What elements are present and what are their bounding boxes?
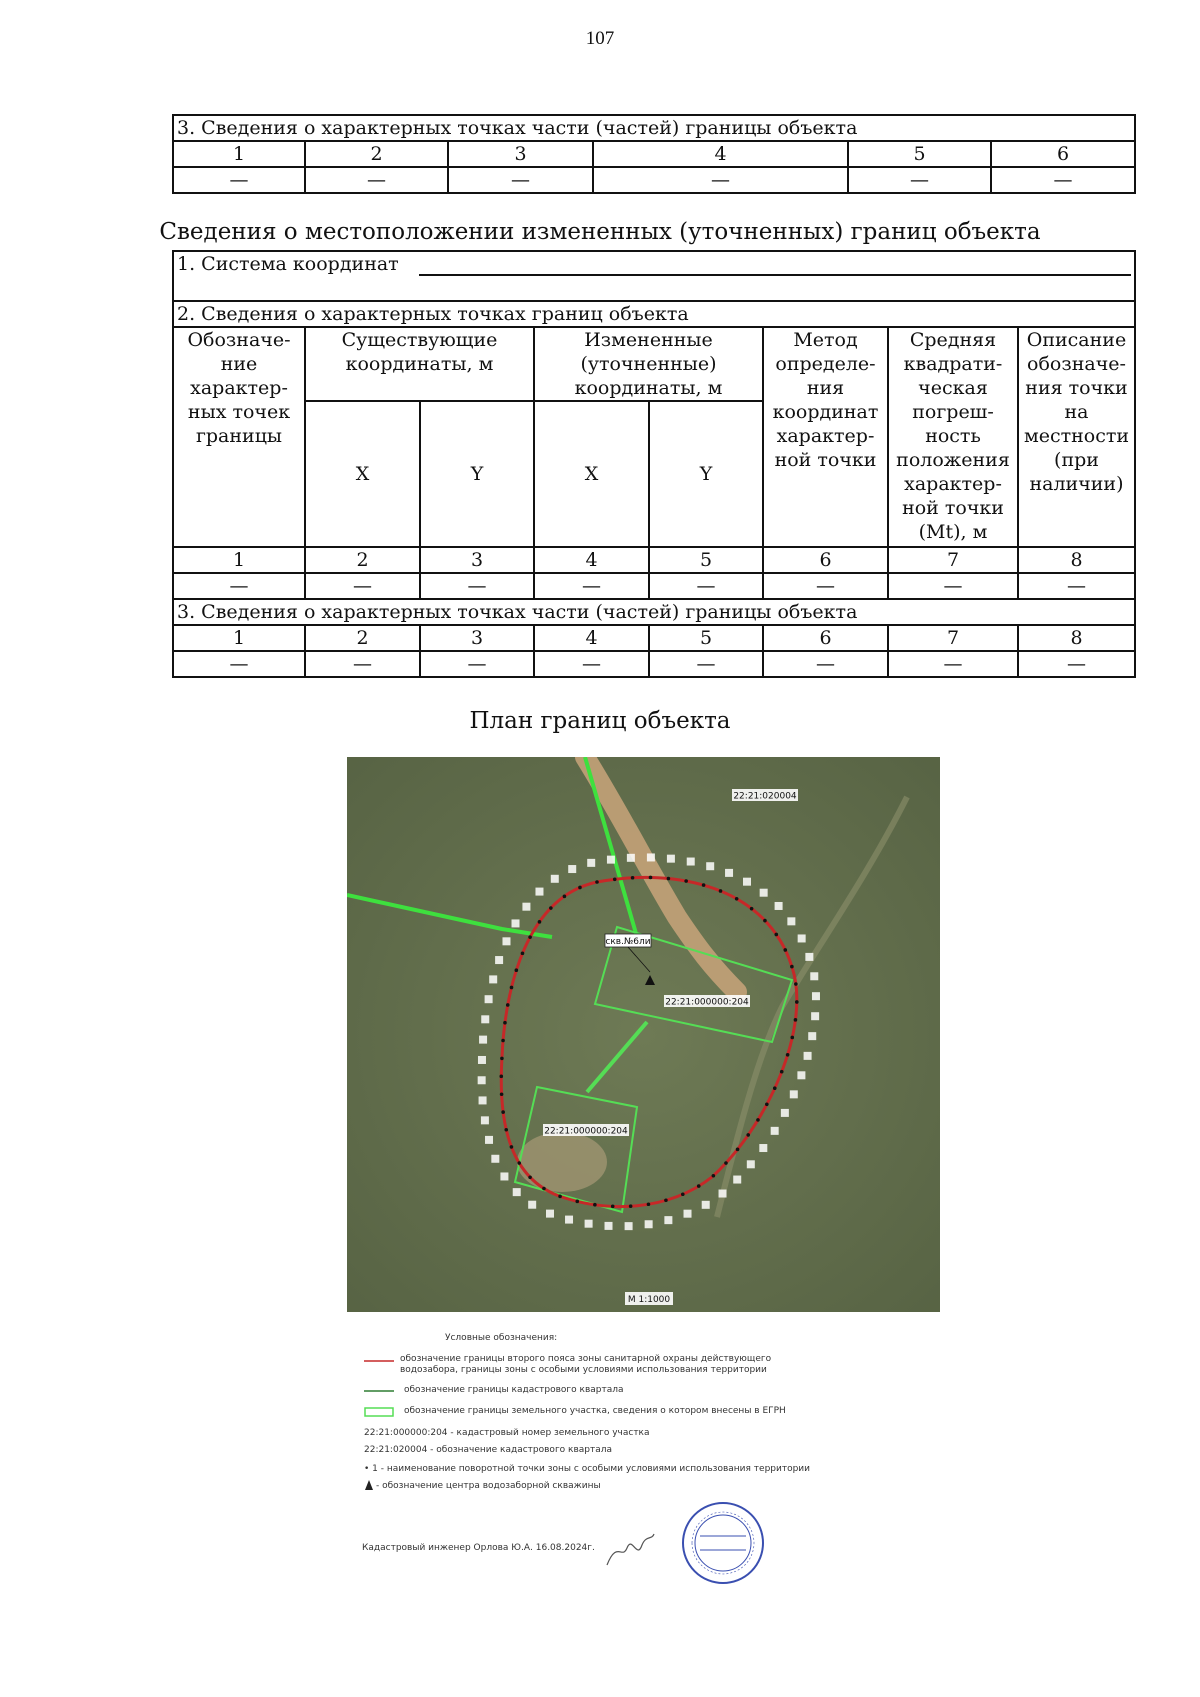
table-cell: — [991, 167, 1135, 193]
legend-zone-text: обозначение границы второго пояса зоны санитарной охраны действующего водозабора, границы зоны с особыми условиями использования территории [400, 1354, 772, 1375]
point-number-tag [687, 858, 695, 866]
point-number-tag [805, 953, 813, 961]
turning-point [593, 1203, 597, 1207]
col-number: 5 [649, 547, 763, 573]
col-number: 6 [991, 141, 1135, 167]
engineer-signature-line: Кадастровый инженер Орлова Ю.А. 16.08.2024г. [362, 1543, 595, 1553]
turning-point [774, 933, 778, 937]
col-number: 8 [1018, 547, 1135, 573]
col-number: 7 [888, 547, 1018, 573]
table-cell: — [888, 573, 1018, 599]
point-number-tag [790, 1090, 798, 1098]
col-number: 1 [173, 141, 305, 167]
official-seal [680, 1500, 766, 1586]
turning-point [528, 935, 532, 939]
table-cell: — [448, 167, 593, 193]
table-cell: — [888, 651, 1018, 677]
point-number-tag [481, 1015, 489, 1023]
turning-point [499, 1075, 503, 1079]
table-cell: — [534, 651, 649, 677]
table-cell: — [649, 573, 763, 599]
well-icon [364, 1479, 374, 1491]
point-number-tag [479, 1036, 487, 1044]
point-number-tag [747, 1160, 755, 1168]
point-number-tag [478, 1056, 486, 1064]
plan-heading: План границ объекта [469, 708, 731, 734]
turning-point [756, 1118, 760, 1122]
turning-point [501, 1110, 505, 1114]
point-number-tag [775, 902, 783, 910]
legend-quarter-text: обозначение границы кадастрового квартала [404, 1385, 624, 1395]
turning-point [736, 1148, 740, 1152]
col-number: 5 [649, 625, 763, 651]
parcel-label-upper: 22:21:000000:204 [665, 997, 749, 1008]
col-number: 4 [593, 141, 848, 167]
legend-point-text: • 1 - наименование поворотной точки зоны с особыми условиями использования территории [364, 1464, 811, 1474]
point-number-tag [485, 995, 493, 1003]
page-number: 107 [585, 28, 615, 49]
table-cell: — [763, 573, 888, 599]
point-number-tag [502, 937, 510, 945]
point-number-tag [797, 1071, 805, 1079]
legend-cadnum-text: 22:21:000000:204 - кадастровый номер земельного участка [364, 1428, 650, 1438]
turning-point [575, 1200, 579, 1204]
col-number: 4 [534, 547, 649, 573]
point-number-tag [811, 1012, 819, 1020]
point-number-tag [551, 875, 559, 883]
table-cell: — [305, 573, 420, 599]
turning-point [795, 1000, 799, 1004]
col-number: 2 [305, 625, 420, 651]
turning-point [503, 1021, 507, 1025]
point-number-tag [479, 1096, 487, 1104]
section3-title: 3. Сведения о характерных точках части (частей) границы объекта [173, 599, 1135, 625]
scale-label: М 1:1000 [627, 1295, 671, 1305]
header-y-changed: Y [649, 401, 763, 547]
section1-title: 1. Система координат [177, 253, 399, 275]
boundary-plan-map [347, 757, 940, 1312]
turning-point [765, 1102, 769, 1106]
turning-point [515, 968, 519, 972]
point-number-tag [706, 862, 714, 870]
header-existing: Существующие координаты, м [305, 327, 534, 401]
turning-point [667, 877, 671, 881]
turning-point [595, 880, 599, 884]
point-number-tag [684, 1210, 692, 1218]
col-number: 2 [305, 141, 448, 167]
turning-point [735, 897, 739, 901]
turning-point [647, 1202, 651, 1206]
turning-point [712, 1174, 716, 1178]
point-number-tag [607, 856, 615, 864]
table-cell: — [305, 651, 420, 677]
turning-point [794, 1018, 798, 1022]
turning-point [538, 920, 542, 924]
coord-system-line [419, 254, 1131, 276]
point-number-tag [605, 1222, 613, 1230]
col-number: 3 [448, 141, 593, 167]
changed-bounds-table [172, 250, 1136, 678]
turning-point [504, 1128, 508, 1132]
header-description: Описание обозначе-ния точки на местности (при наличии) [1018, 327, 1135, 547]
point-number-tag [513, 1188, 521, 1196]
point-number-tag [500, 1172, 508, 1180]
col-number: 8 [1018, 625, 1135, 651]
header-x-changed: X [534, 401, 649, 547]
col-number: 1 [173, 625, 305, 651]
point-number-tag [810, 972, 818, 980]
table-cell: — [848, 167, 991, 193]
point-number-tag [812, 992, 820, 1000]
table-cell: — [649, 651, 763, 677]
table-cell: — [173, 167, 305, 193]
well-label: скв.№6ли [605, 937, 651, 947]
turning-point [794, 982, 798, 986]
turning-point [763, 919, 767, 923]
point-number-tag [491, 1155, 499, 1163]
turning-point [563, 895, 567, 899]
point-number-tag [733, 1176, 741, 1184]
turning-point [684, 879, 688, 883]
coord-system-row [173, 251, 1135, 301]
legend-quarter-swatch [364, 1389, 394, 1393]
turning-point [521, 952, 525, 956]
turning-point [786, 1053, 790, 1057]
turning-point [773, 1086, 777, 1090]
legend-title: Условные обозначения: [445, 1333, 558, 1343]
turning-point [506, 1003, 510, 1007]
quarter-label: 22:21:020004 [733, 791, 797, 802]
table-cell: — [763, 651, 888, 677]
turning-point [500, 1057, 504, 1061]
col-number: 2 [305, 547, 420, 573]
point-number-tag [781, 1109, 789, 1117]
point-number-tag [585, 1220, 593, 1228]
legend-well-text: - обозначение центра водозаборной скважины [376, 1481, 601, 1491]
section3-title: 3. Сведения о характерных точках части (частей) границы объекта [173, 115, 1135, 141]
turning-point [780, 1070, 784, 1074]
point-number-tag [725, 869, 733, 877]
top-parts-table [172, 114, 1136, 194]
turning-point [578, 886, 582, 890]
point-number-tag [702, 1201, 710, 1209]
turning-point [528, 1175, 532, 1179]
point-number-tag [664, 1216, 672, 1224]
turning-point [500, 1092, 504, 1096]
point-number-tag [535, 888, 543, 896]
turning-point [681, 1192, 685, 1196]
point-number-tag [528, 1201, 536, 1209]
turning-point [783, 948, 787, 952]
legend-parcel-swatch [364, 1407, 394, 1417]
turning-point [746, 1133, 750, 1137]
point-number-tag [522, 903, 530, 911]
point-number-tag [667, 855, 675, 863]
point-number-tag [495, 956, 503, 964]
turning-point [517, 1161, 521, 1165]
point-number-tag [481, 1116, 489, 1124]
header-x-existing: X [305, 401, 420, 547]
point-number-tag [743, 878, 751, 886]
point-number-tag [759, 1144, 767, 1152]
header-method: Метод определе-ния координат характер-ной точки [763, 327, 888, 547]
point-number-tag [647, 853, 655, 861]
col-number: 6 [763, 625, 888, 651]
turning-point [542, 1187, 546, 1191]
point-number-tag [798, 934, 806, 942]
turning-point [631, 876, 635, 880]
turning-point [790, 1036, 794, 1040]
handwritten-signature [602, 1530, 657, 1570]
table-cell: — [420, 573, 534, 599]
point-number-tag [489, 975, 497, 983]
header-changed: Измененные (уточненные) координаты, м [534, 327, 763, 401]
turning-point [664, 1198, 668, 1202]
table-cell: — [1018, 651, 1135, 677]
map-legend [347, 1325, 947, 1595]
turning-point [702, 883, 706, 887]
turning-point [510, 986, 514, 990]
bare-ground [517, 1132, 607, 1192]
table-cell: — [593, 167, 848, 193]
point-number-tag [565, 1216, 573, 1224]
point-number-tag [771, 1127, 779, 1135]
turning-point [613, 877, 617, 881]
col-number: 4 [534, 625, 649, 651]
turning-point [629, 1204, 633, 1208]
col-number: 1 [173, 547, 305, 573]
turning-point [549, 906, 553, 910]
col-number: 7 [888, 625, 1018, 651]
changed-bounds-heading: Сведения о местоположении измененных (уточненных) границ объекта [159, 219, 1041, 245]
point-number-tag [568, 865, 576, 873]
point-number-tag [808, 1032, 816, 1040]
turning-point [750, 907, 754, 911]
point-number-tag [546, 1210, 554, 1218]
legend-zone-swatch [364, 1359, 394, 1363]
turning-point [697, 1184, 701, 1188]
header-y-existing: Y [420, 401, 534, 547]
parcel-label-lower: 22:21:000000:204 [544, 1126, 628, 1137]
point-number-tag [645, 1220, 653, 1228]
point-number-tag [512, 919, 520, 927]
point-number-tag [760, 889, 768, 897]
point-number-tag [625, 1222, 633, 1230]
turning-point [611, 1205, 615, 1209]
col-number: 5 [848, 141, 991, 167]
legend-parcel-text: обозначение границы земельного участка, сведения о котором внесены в ЕГРН [404, 1406, 786, 1416]
turning-point [724, 1161, 728, 1165]
point-number-tag [485, 1136, 493, 1144]
section2-title: 2. Сведения о характерных точках границ объекта [173, 301, 1135, 327]
point-number-tag [804, 1052, 812, 1060]
legend-quarter-num-text: 22:21:020004 - обозначение кадастрового квартала [364, 1445, 613, 1455]
turning-point [558, 1195, 562, 1199]
col-number: 3 [420, 625, 534, 651]
header-error: Средняя квадрати-ческая погреш-ность положения характер-ной точки (Mt), м [888, 327, 1018, 547]
table-cell: — [534, 573, 649, 599]
header-designation: Обозначе-ние характер-ных точек границы [173, 327, 305, 547]
table-cell: — [173, 651, 305, 677]
turning-point [719, 889, 723, 893]
table-cell: — [173, 573, 305, 599]
table-cell: — [1018, 573, 1135, 599]
point-number-tag [719, 1190, 727, 1198]
turning-point [649, 876, 653, 880]
point-number-tag [787, 917, 795, 925]
table-cell: — [305, 167, 448, 193]
point-number-tag [478, 1076, 486, 1084]
table-cell: — [420, 651, 534, 677]
point-number-tag [587, 859, 595, 867]
turning-point [510, 1145, 514, 1149]
point-number-tag [627, 854, 635, 862]
col-number: 6 [763, 547, 888, 573]
turning-point [501, 1039, 505, 1043]
turning-point [790, 965, 794, 969]
map-image [347, 757, 940, 1312]
col-number: 3 [420, 547, 534, 573]
